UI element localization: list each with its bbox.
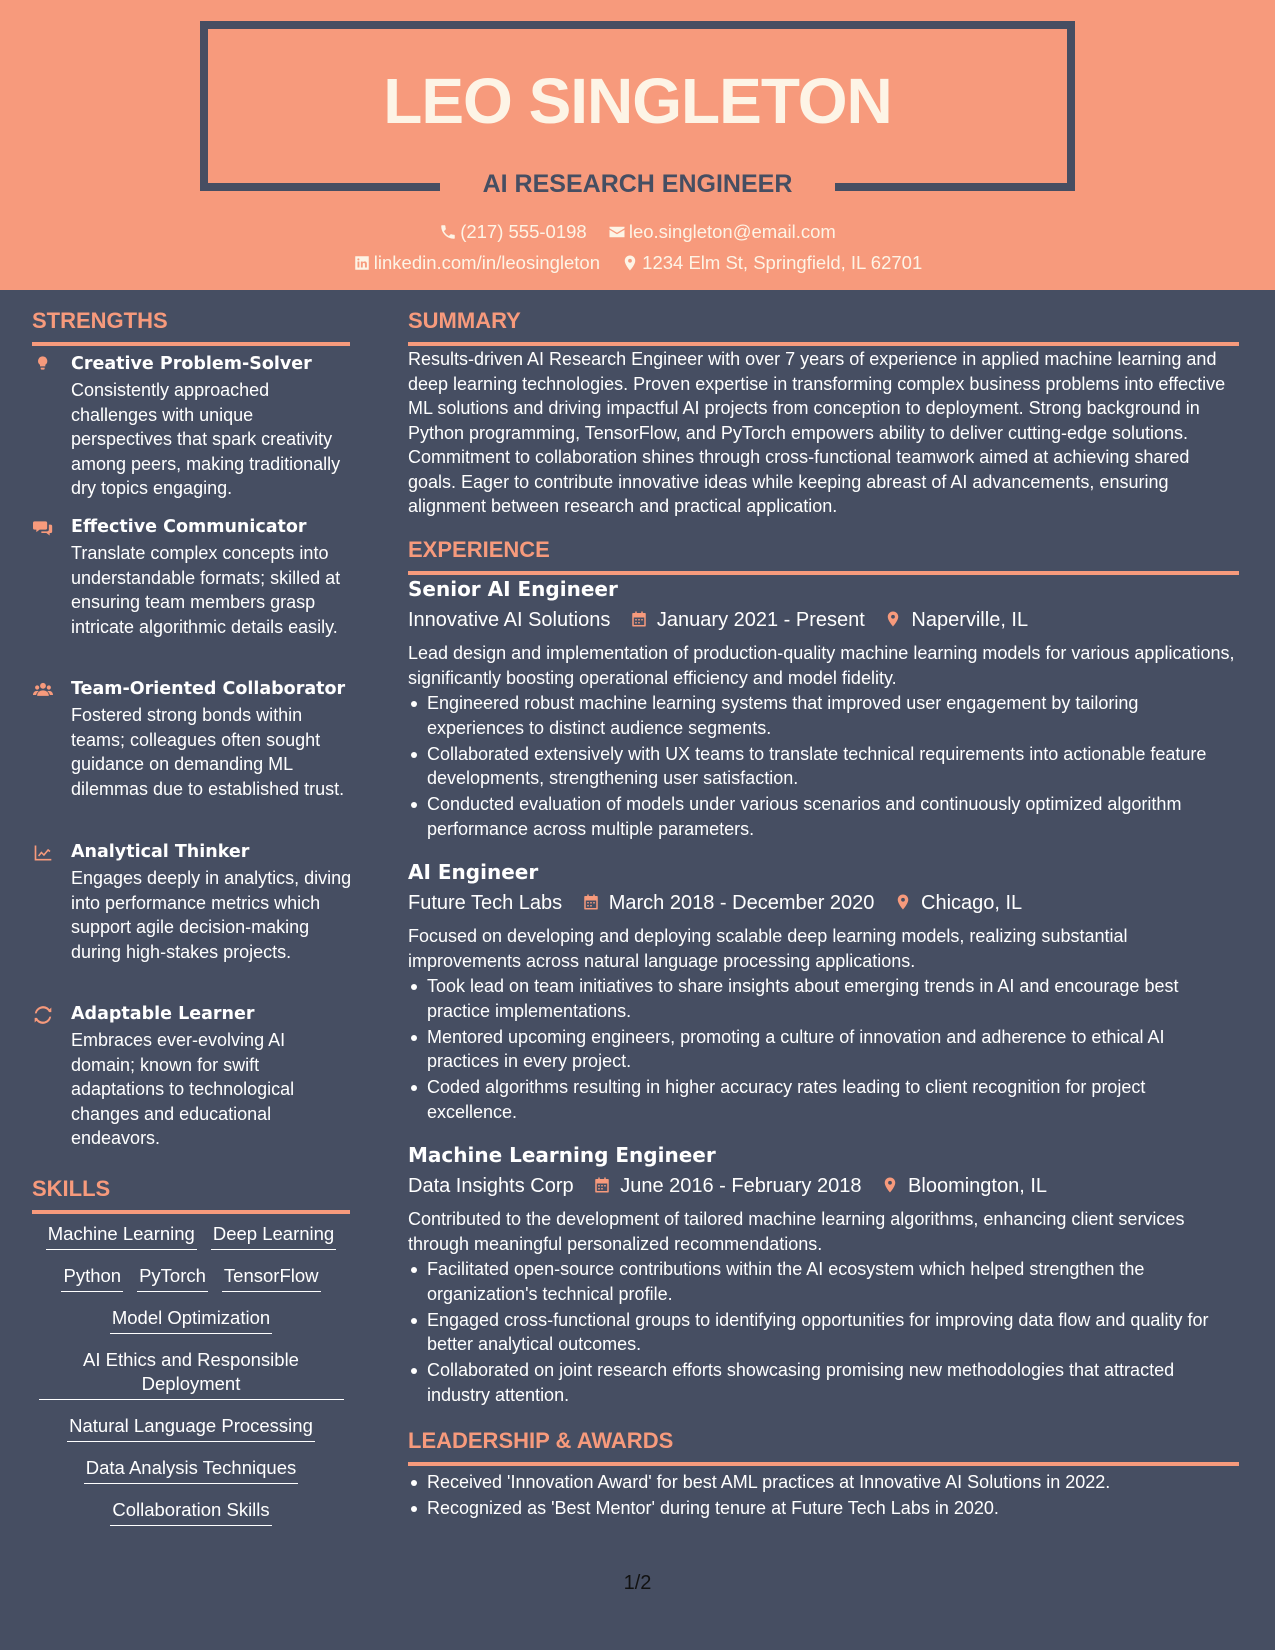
chart-line-icon xyxy=(32,843,56,863)
strength-desc: Consistently approached challenges with unique perspectives that spark creativity among peers, making traditionally dry topics engaging. xyxy=(71,380,341,498)
calendar-icon xyxy=(593,1175,611,1195)
linkedin-text[interactable]: linkedin.com/in/leosingleton xyxy=(373,252,601,273)
job-meta xyxy=(408,1171,1239,1201)
map-pin-icon xyxy=(621,254,639,272)
job-role: AI Engineer xyxy=(408,860,539,884)
job-role: Senior AI Engineer xyxy=(408,577,618,601)
list-item: Engaged cross-functional groups to identifying opportunities for improving data flow and quality for better analytical outcomes. xyxy=(408,1308,1239,1357)
strength-desc: Translate complex concepts into understandable formats; skilled at ensuring team members grasp intricate algorithmic details easily. xyxy=(71,543,341,637)
strength-title: Creative Problem-Solver xyxy=(71,354,312,374)
summary-text: Results-driven AI Research Engineer with over 7 years of experience in applied machine learning and deep learning technologies. Proven expertise in transforming complex business problems into effective ML solutions and driving impactful AI projects from conception to deployment. Strong background in Python programming, TensorFlow, and PyTorch empowers ability to deliver cutting-edge solutions. Commitment to collaboration shines through cross-functional teamwork aimed at achieving shared goals. Eager to contribute innovative ideas while keeping abreast of AI advancements, ensuring alignment between research and practical application. xyxy=(408,349,1226,516)
company-name: Future Tech Labs xyxy=(408,892,563,914)
phone-icon xyxy=(439,223,457,241)
list-item: Collaborated extensively with UX teams to translate technical requirements into actionable feature developments, strengthening user satisfaction. xyxy=(408,742,1239,791)
skill-tag: Machine Learning xyxy=(46,1222,197,1250)
experience-entry xyxy=(408,575,1239,843)
job-dates: January 2021 - Present xyxy=(656,609,865,631)
phone-text: (217) 555-0198 xyxy=(460,221,587,242)
awards-section xyxy=(408,1469,1239,1522)
job-description: Focused on developing and deploying scalable deep learning models, realizing substantial improvements across natural language processing applications. xyxy=(408,926,1128,971)
summary-section xyxy=(408,347,1239,519)
list-item: Coded algorithms resulting in higher accuracy rates leading to client recognition for project excellence. xyxy=(408,1075,1239,1124)
strength-desc: Engages deeply in analytics, diving into performance metrics which support agile decision-making during high-stakes projects. xyxy=(71,868,352,962)
strength-desc: Fostered strong bonds within teams; colleagues often sought guidance on demanding ML dilemmas due to established trust. xyxy=(71,705,345,799)
list-item: Collaborated on joint research efforts showcasing promising new methodologies that attracted industry attention. xyxy=(408,1358,1239,1407)
company-name: Innovative AI Solutions xyxy=(408,609,611,631)
strength-item xyxy=(32,1002,354,1151)
strength-item xyxy=(32,840,354,964)
email-item[interactable] xyxy=(608,220,836,244)
awards-heading: LEADERSHIP & AWARDS xyxy=(408,1427,1239,1466)
job-bullets xyxy=(408,691,1239,841)
job-meta xyxy=(408,888,1239,918)
list-item: Facilitated open-source contributions within the AI ecosystem which helped strengthen the organization's technical profile. xyxy=(408,1257,1239,1306)
page-number: 1/2 xyxy=(623,1572,652,1594)
skill-tag: AI Ethics and Responsible Deployment xyxy=(39,1348,344,1400)
summary-heading: SUMMARY xyxy=(408,307,1239,346)
awards-list xyxy=(408,1470,1239,1521)
candidate-name: LEO SINGLETON xyxy=(383,65,892,137)
resume-header xyxy=(0,0,1275,290)
experience-entry xyxy=(408,858,1239,1126)
list-item: Conducted evaluation of models under various scenarios and continuously optimized algorithm performance across multiple parameters. xyxy=(408,792,1239,841)
skill-tag: Model Optimization xyxy=(110,1306,272,1334)
map-pin-icon xyxy=(881,1175,899,1195)
users-icon xyxy=(32,680,56,700)
list-item: Received 'Innovation Award' for best AML practices at Innovative AI Solutions in 2022. xyxy=(408,1470,1239,1495)
strength-item xyxy=(32,677,354,801)
job-location: Bloomington, IL xyxy=(908,1175,1048,1197)
strength-title: Effective Communicator xyxy=(71,517,307,537)
calendar-icon xyxy=(582,892,600,912)
job-dates: March 2018 - December 2020 xyxy=(608,892,875,914)
skill-tag: Natural Language Processing xyxy=(67,1414,315,1442)
job-description: Contributed to the development of tailored machine learning algorithms, enhancing client services through meaningful personalized recommendations. xyxy=(408,1209,1185,1254)
address-item xyxy=(621,251,922,275)
list-item: Mentored upcoming engineers, promoting a culture of innovation and adherence to ethical AI practices in every project. xyxy=(408,1025,1239,1074)
skill-tag: Python xyxy=(61,1264,123,1292)
linkedin-item[interactable] xyxy=(353,251,600,275)
linkedin-icon xyxy=(353,254,371,272)
email-text[interactable]: leo.singleton@email.com xyxy=(628,221,836,242)
strength-title: Adaptable Learner xyxy=(71,1004,255,1024)
strength-title: Team-Oriented Collaborator xyxy=(71,679,346,699)
map-pin-icon xyxy=(884,609,902,629)
address-text: 1234 Elm St, Springfield, IL 62701 xyxy=(642,252,923,273)
job-bullets xyxy=(408,974,1239,1124)
contact-row-1 xyxy=(0,220,1275,244)
company-name: Data Insights Corp xyxy=(408,1175,574,1197)
experience-heading: EXPERIENCE xyxy=(408,536,1239,575)
phone-item xyxy=(439,220,587,244)
refresh-icon xyxy=(32,1005,56,1025)
envelope-icon xyxy=(608,223,626,241)
strength-item xyxy=(32,515,354,639)
strength-title: Analytical Thinker xyxy=(71,842,250,862)
job-bullets xyxy=(408,1257,1239,1407)
lightbulb-icon xyxy=(32,355,56,375)
skill-tag: Deep Learning xyxy=(211,1222,336,1250)
job-location: Naperville, IL xyxy=(911,609,1029,631)
skills-list xyxy=(32,1222,350,1540)
strengths-heading: STRENGTHS xyxy=(32,307,350,346)
map-pin-icon xyxy=(894,892,912,912)
list-item: Engineered robust machine learning systems that improved user engagement by tailoring experiences to distinct audience segments. xyxy=(408,691,1239,740)
job-location: Chicago, IL xyxy=(921,892,1023,914)
skill-tag: TensorFlow xyxy=(222,1264,321,1292)
job-meta xyxy=(408,605,1239,635)
skills-heading: SKILLS xyxy=(32,1175,350,1214)
contact-row-2 xyxy=(0,251,1275,275)
strength-item xyxy=(32,352,354,501)
job-description: Lead design and implementation of production-quality machine learning models for various applications, significantly boosting operational efficiency and model fidelity. xyxy=(408,643,1235,688)
skill-tag: Collaboration Skills xyxy=(110,1498,271,1526)
experience-entry xyxy=(408,1141,1239,1409)
job-dates: June 2016 - February 2018 xyxy=(620,1175,862,1197)
job-title: AI RESEARCH ENGINEER xyxy=(482,170,793,198)
skill-tag: PyTorch xyxy=(137,1264,208,1292)
job-role: Machine Learning Engineer xyxy=(408,1143,716,1167)
list-item: Took lead on team initiatives to share insights about emerging trends in AI and encourage best practice implementations. xyxy=(408,974,1239,1023)
comments-icon xyxy=(32,518,56,538)
strength-desc: Embraces ever-evolving AI domain; known for swift adaptations to technological changes and educational endeavors. xyxy=(71,1030,295,1148)
calendar-icon xyxy=(630,609,648,629)
skill-tag: Data Analysis Techniques xyxy=(84,1456,298,1484)
list-item: Recognized as 'Best Mentor' during tenure at Future Tech Labs in 2020. xyxy=(408,1496,1239,1521)
